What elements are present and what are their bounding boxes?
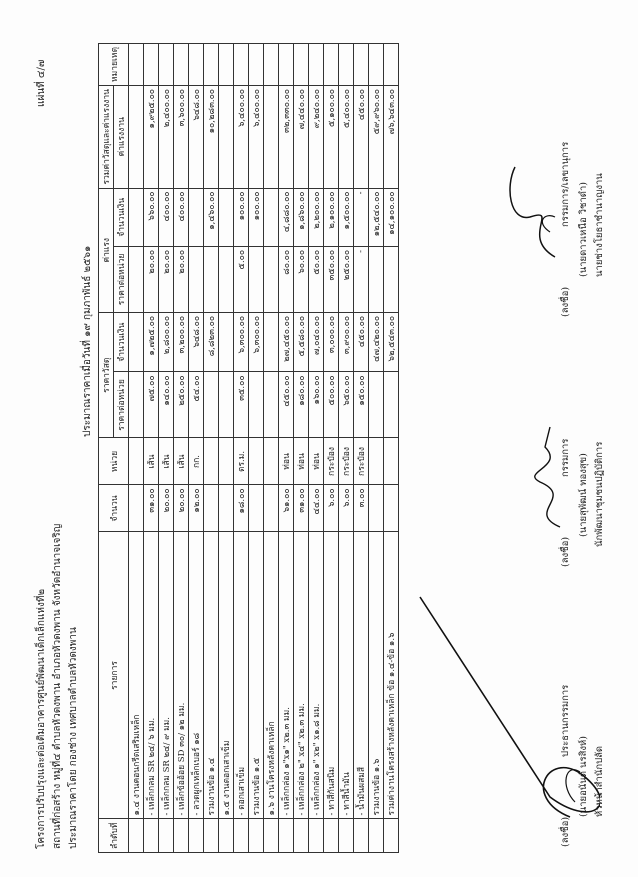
row-remark [264, 44, 279, 86]
row-material-unit-price: ๖๕๐.๐๐ [339, 372, 354, 438]
table-row [264, 44, 279, 853]
row-no [294, 819, 309, 853]
sig3-name: (นายดาวเหนือ วิชาดำ) [578, 182, 589, 277]
row-no [159, 819, 174, 853]
row-labor-amount: ๔,๘๘๐.๐๐ [279, 188, 294, 246]
row-total: ๒,๔๐๐.๐๐ [159, 86, 174, 189]
sig3-role: กรรมการ/เลขานุการ [560, 141, 571, 227]
row-item: - ทาสีกันสนิม [324, 532, 339, 819]
row-no [249, 819, 264, 853]
row-total: ๑๐,๒๘๓.๐๐ [204, 86, 219, 189]
row-unit [129, 438, 144, 485]
row-labor-amount [264, 188, 279, 246]
row-item: - ทาสีน้ำมัน [339, 532, 354, 819]
row-total: ๖,๔๐๐.๐๐ [249, 86, 264, 189]
row-item: ๑.๔ งานคอนกรีตเสริมเหล็ก [129, 532, 144, 819]
row-material-unit-price: ๒๕๐.๐๐ [174, 372, 189, 438]
row-unit: ท่อน [279, 438, 294, 485]
signature-scribble-3 [500, 157, 570, 277]
row-material-unit-price [249, 372, 264, 438]
row-total: ๓,๖๐๐.๐๐ [174, 86, 189, 189]
row-material-amount: ๓,๐๐๐.๐๐ [324, 312, 339, 372]
row-labor-amount [129, 188, 144, 246]
row-material-amount: ๑,๗๒๕.๐๐ [144, 312, 159, 372]
row-remark [174, 44, 189, 86]
row-material-amount: ๖๒,๕๔๓.๐๐ [384, 312, 399, 372]
row-remark [294, 44, 309, 86]
row-item: ๑.๖ งานโครงหลังคาเหล็ก [264, 532, 279, 819]
row-material-unit-price: ๕๐๐.๐๐ [324, 372, 339, 438]
row-item: - ลวดผูกเหล็กเบอร์ ๑๘ [189, 532, 204, 819]
row-total [264, 86, 279, 189]
row-qty: ๔๔.๐๐ [309, 485, 324, 532]
row-material-unit-price: ๔๕๐.๐๐ [279, 372, 294, 438]
row-no [144, 819, 159, 853]
row-remark [369, 44, 384, 86]
row-material-amount: ๖,๓๐๐.๐๐ [249, 312, 264, 372]
row-labor-amount: ๔๐๐.๐๐ [159, 188, 174, 246]
row-remark [354, 44, 369, 86]
table-row [354, 44, 369, 853]
row-labor-amount: ๒,๑๐๐.๐๐ [324, 188, 339, 246]
row-labor-unit-price: ๒๐.๐๐ [174, 246, 189, 312]
row-qty: ๓๑.๐๐ [144, 485, 159, 532]
row-no [324, 819, 339, 853]
sig2-title: นักพัฒนาชุมชนปฏิบัติการ [594, 441, 605, 547]
row-labor-unit-price: ๕.๐๐ [234, 246, 249, 312]
signature-scribble-1 [400, 557, 600, 857]
table-row [129, 44, 144, 853]
row-unit: กก. [189, 438, 204, 485]
row-qty [384, 485, 399, 532]
row-labor-unit-price: - [354, 246, 369, 312]
row-qty: ๒๐.๐๐ [159, 485, 174, 532]
row-qty [204, 485, 219, 532]
row-labor-amount: ๑๔,๑๐๐.๐๐ [384, 188, 399, 246]
row-qty [129, 485, 144, 532]
table-row [159, 44, 174, 853]
col-no: ลำดับที่ [99, 819, 129, 853]
row-qty [249, 485, 264, 532]
estimator-line: ประมาณราคาโดย กองช่าง เทศบาลตำบลหัวดงพาน [68, 627, 79, 849]
row-total [219, 86, 234, 189]
row-remark [129, 44, 144, 86]
row-item: - เหล็กกล่อง ๒" x๔" x๒.๓ มม. [294, 532, 309, 819]
row-labor-unit-price [369, 246, 384, 312]
row-item: ๑.๕ งานตอกเสาเข็ม [219, 532, 234, 819]
table-row [189, 44, 204, 853]
signature-scribble-2 [520, 417, 580, 537]
row-unit: ท่อน [309, 438, 324, 485]
row-item: รวมค่างานโครงสร้างหลังคาเหล็ก ข้อ ๑.๔-ข้อ ๑.๖ [384, 532, 399, 819]
row-qty: ๖.๐๐ [339, 485, 354, 532]
col-item: รายการ [99, 532, 129, 819]
row-labor-unit-price: ๒๐.๐๐ [159, 246, 174, 312]
row-item: - น้ำมันผสมสี [354, 532, 369, 819]
row-labor-unit-price [384, 246, 399, 312]
row-labor-amount: ๖๖๐.๐๐ [144, 188, 159, 246]
col-total: รวมค่าวัสดุและค่าแรงงาน [99, 86, 114, 189]
row-item: - เหล็กกลม SR ๒๔/ ๖ มม. [144, 532, 159, 819]
row-unit [384, 438, 399, 485]
row-material-amount: ๒๗,๔๕๐.๐๐ [279, 312, 294, 372]
row-qty [369, 485, 384, 532]
row-labor-unit-price [189, 246, 204, 312]
row-labor-amount: ๑๒,๕๔๐.๐๐ [369, 188, 384, 246]
row-unit: กระป๋อง [339, 438, 354, 485]
table-row [384, 44, 399, 853]
row-material-unit-price: ๑๕๐.๐๐ [354, 372, 369, 438]
sig2-prefix: (ลงชื่อ) [560, 536, 571, 567]
row-qty: ๖.๐๐ [324, 485, 339, 532]
row-material-amount: ๔๕๐.๐๐ [354, 312, 369, 372]
sig2-name: (นายสุพัฒน์ ทองสุข) [578, 453, 589, 537]
row-material-unit-price: ๑๖๐.๐๐ [309, 372, 324, 438]
table-row [309, 44, 324, 853]
row-unit: กระป๋อง [324, 438, 339, 485]
row-labor-unit-price: ๓๕๐.๐๐ [324, 246, 339, 312]
row-qty: ๖๑.๐๐ [279, 485, 294, 532]
row-qty: ๒๐.๐๐ [174, 485, 189, 532]
table-row [249, 44, 264, 853]
row-no [384, 819, 399, 853]
table-row [234, 44, 249, 853]
row-total: ๑,๙๒๕.๐๐ [144, 86, 159, 189]
estimate-date: ประมาณราคาเมื่อวันที่ ๑๙ กุมภาพันธ์ ๒๕๖๑ [82, 245, 93, 437]
row-material-amount: ๒,๘๐๐.๐๐ [159, 312, 174, 372]
row-no [309, 819, 324, 853]
col-total-amount: ค่าแรงงาน [114, 86, 129, 189]
row-total: ๗๖,๖๔๓.๐๐ [384, 86, 399, 189]
col-remark: หมายเหตุ [99, 44, 129, 86]
row-labor-amount: ๑๐๐.๐๐ [234, 188, 249, 246]
row-remark [384, 44, 399, 86]
row-no [264, 819, 279, 853]
col-qty: จำนวน [99, 485, 129, 532]
row-material-amount: ๓,๒๐๐.๐๐ [174, 312, 189, 372]
row-unit [369, 438, 384, 485]
project-location: สถานที่ก่อสร้าง หมู่ที่๔ ตำบลหัวดงพาน อำเภอหัวดงพาน จังหวัดอำนาจเจริญ [52, 523, 63, 849]
row-remark [189, 44, 204, 86]
row-remark [339, 44, 354, 86]
col-material-unit-price: ราคาต่อหน่วย [114, 372, 129, 438]
page-number: แผ่นที่ ๔/๗ [36, 59, 47, 107]
col-material-amount: จำนวนเงิน [114, 312, 129, 372]
row-remark [324, 44, 339, 86]
row-qty: ๑๒.๐๐ [189, 485, 204, 532]
row-material-unit-price [264, 372, 279, 438]
row-item: - เหล็กกล่อง ๑" x๒" x๑.๘ มม. [309, 532, 324, 819]
row-remark [309, 44, 324, 86]
row-labor-unit-price: ๒๐.๐๐ [144, 246, 159, 312]
table-row [174, 44, 189, 853]
row-material-amount: ๖,๓๐๐.๐๐ [234, 312, 249, 372]
row-labor-unit-price: ๕๐.๐๐ [309, 246, 324, 312]
row-no [129, 819, 144, 853]
table-row [219, 44, 234, 853]
row-total: ๕๙,๙๖๐.๐๐ [369, 86, 384, 189]
row-remark [144, 44, 159, 86]
sig3-title: นายช่างโยธาชำนาญงาน [594, 173, 605, 277]
row-qty [264, 485, 279, 532]
table-row [279, 44, 294, 853]
row-unit [219, 438, 234, 485]
row-material-unit-price: ๑๔๐.๐๐ [159, 372, 174, 438]
row-labor-unit-price [129, 246, 144, 312]
row-unit [264, 438, 279, 485]
row-labor-unit-price [219, 246, 234, 312]
row-no [234, 819, 249, 853]
row-unit: ท่อน [294, 438, 309, 485]
row-material-amount: ๕,๕๘๐.๐๐ [294, 312, 309, 372]
col-unit: หน่วย [99, 438, 129, 485]
row-labor-amount: ๔๐๐.๐๐ [174, 188, 189, 246]
row-qty: ๑๘.๐๐ [234, 485, 249, 532]
table-row [204, 44, 219, 853]
row-labor-unit-price [264, 246, 279, 312]
row-material-amount [129, 312, 144, 372]
row-qty: ๓.๐๐ [354, 485, 369, 532]
row-material-amount: ๓,๙๐๐.๐๐ [339, 312, 354, 372]
row-material-amount: ๘,๘๒๓.๐๐ [204, 312, 219, 372]
table-row [324, 44, 339, 853]
row-total: ๖,๔๐๐.๐๐ [234, 86, 249, 189]
row-labor-unit-price: ๒๕๐.๐๐ [339, 246, 354, 312]
row-labor-amount: - [354, 188, 369, 246]
row-material-unit-price [204, 372, 219, 438]
row-material-unit-price: ๓๕.๐๐ [234, 372, 249, 438]
row-labor-amount: ๑,๘๖๐.๐๐ [294, 188, 309, 246]
row-item: รวมงานข้อ ๑.๕ [249, 532, 264, 819]
row-labor-amount [189, 188, 204, 246]
table-row [294, 44, 309, 853]
row-item: - เหล็กกล่อง ๑"x๑" x๒.๓ มม. [279, 532, 294, 819]
row-material-unit-price: ๗๕.๐๐ [144, 372, 159, 438]
row-no [189, 819, 204, 853]
row-item: - เหล็กข้ออ้อย SD ๓๐/ ๑๒ มม. [174, 532, 189, 819]
table-row [339, 44, 354, 853]
sig2-role: กรรมการ [560, 438, 571, 477]
estimate-table [98, 43, 399, 853]
row-item: รวมงานข้อ ๑.๔ [204, 532, 219, 819]
row-total: ๖๔๘.๐๐ [189, 86, 204, 189]
row-labor-amount: ๑,๔๖๐.๐๐ [204, 188, 219, 246]
col-labor-unit-price: ราคาต่อหน่วย [114, 246, 129, 312]
row-remark [234, 44, 249, 86]
row-material-amount: ๔๗,๔๒๐.๐๐ [369, 312, 384, 372]
row-no [219, 819, 234, 853]
row-qty: ๓๑.๐๐ [294, 485, 309, 532]
row-labor-amount [219, 188, 234, 246]
project-title: โครงการปรับปรุงและต่อเติมอาคารศูนย์พัฒนาเด็กเล็กแห่งที่๒ [36, 588, 47, 849]
row-labor-amount: ๑,๕๐๐.๐๐ [339, 188, 354, 246]
row-no [354, 819, 369, 853]
row-labor-amount: ๑๐๐.๐๐ [249, 188, 264, 246]
row-qty [219, 485, 234, 532]
sig1-name: (นายอนันต์ นรสิงห์) [578, 736, 589, 817]
table-row [144, 44, 159, 853]
row-total: ๔๕๐.๐๐ [354, 86, 369, 189]
row-item: - เหล็กกลม SR ๒๔/ ๙ มม. [159, 532, 174, 819]
row-unit: เส้น [159, 438, 174, 485]
row-labor-amount: ๒,๒๐๐.๐๐ [309, 188, 324, 246]
row-total [129, 86, 144, 189]
row-total: ๗,๔๔๐.๐๐ [294, 86, 309, 189]
row-material-amount: ๗,๐๔๐.๐๐ [309, 312, 324, 372]
table-row [369, 44, 384, 853]
row-unit [249, 438, 264, 485]
sig3-prefix: (ลงชื่อ) [560, 286, 571, 317]
row-material-amount [264, 312, 279, 372]
row-material-unit-price [219, 372, 234, 438]
row-no [369, 819, 384, 853]
row-labor-unit-price: ๖๐.๐๐ [294, 246, 309, 312]
row-unit: เส้น [174, 438, 189, 485]
row-unit: ตร.ม. [234, 438, 249, 485]
col-material: ราคาวัสดุ [99, 312, 114, 438]
row-remark [279, 44, 294, 86]
col-labor-amount: จำนวนเงิน [114, 188, 129, 246]
row-total: ๙,๒๔๐.๐๐ [309, 86, 324, 189]
row-material-amount [219, 312, 234, 372]
sig1-title: หัวหน้าสำนักปลัด [594, 745, 605, 817]
row-unit [204, 438, 219, 485]
row-total: ๕,๔๐๐.๐๐ [339, 86, 354, 189]
row-item: - ตอกเสาเข็ม [234, 532, 249, 819]
row-material-unit-price [129, 372, 144, 438]
row-total: ๓๒,๓๓๐.๐๐ [279, 86, 294, 189]
row-total: ๕,๑๐๐.๐๐ [324, 86, 339, 189]
row-material-unit-price [369, 372, 384, 438]
row-remark [249, 44, 264, 86]
sig1-prefix: (ลงชื่อ) [560, 816, 571, 847]
row-no [204, 819, 219, 853]
row-item: รวมงานข้อ ๑.๖ [369, 532, 384, 819]
row-unit: เส้น [144, 438, 159, 485]
row-no [279, 819, 294, 853]
row-labor-unit-price [204, 246, 219, 312]
row-no [174, 819, 189, 853]
sig1-role: ประธานกรรมการ [560, 684, 571, 757]
row-remark [204, 44, 219, 86]
row-material-unit-price: ๑๘๐.๐๐ [294, 372, 309, 438]
row-material-amount: ๖๔๘.๐๐ [189, 312, 204, 372]
row-labor-unit-price: ๘๐.๐๐ [279, 246, 294, 312]
row-remark [159, 44, 174, 86]
row-no [339, 819, 354, 853]
row-unit: กระป๋อง [354, 438, 369, 485]
row-remark [219, 44, 234, 86]
row-material-unit-price: ๕๔.๐๐ [189, 372, 204, 438]
col-labor: ค่าแรง [99, 188, 114, 312]
row-material-unit-price [384, 372, 399, 438]
row-labor-unit-price [249, 246, 264, 312]
